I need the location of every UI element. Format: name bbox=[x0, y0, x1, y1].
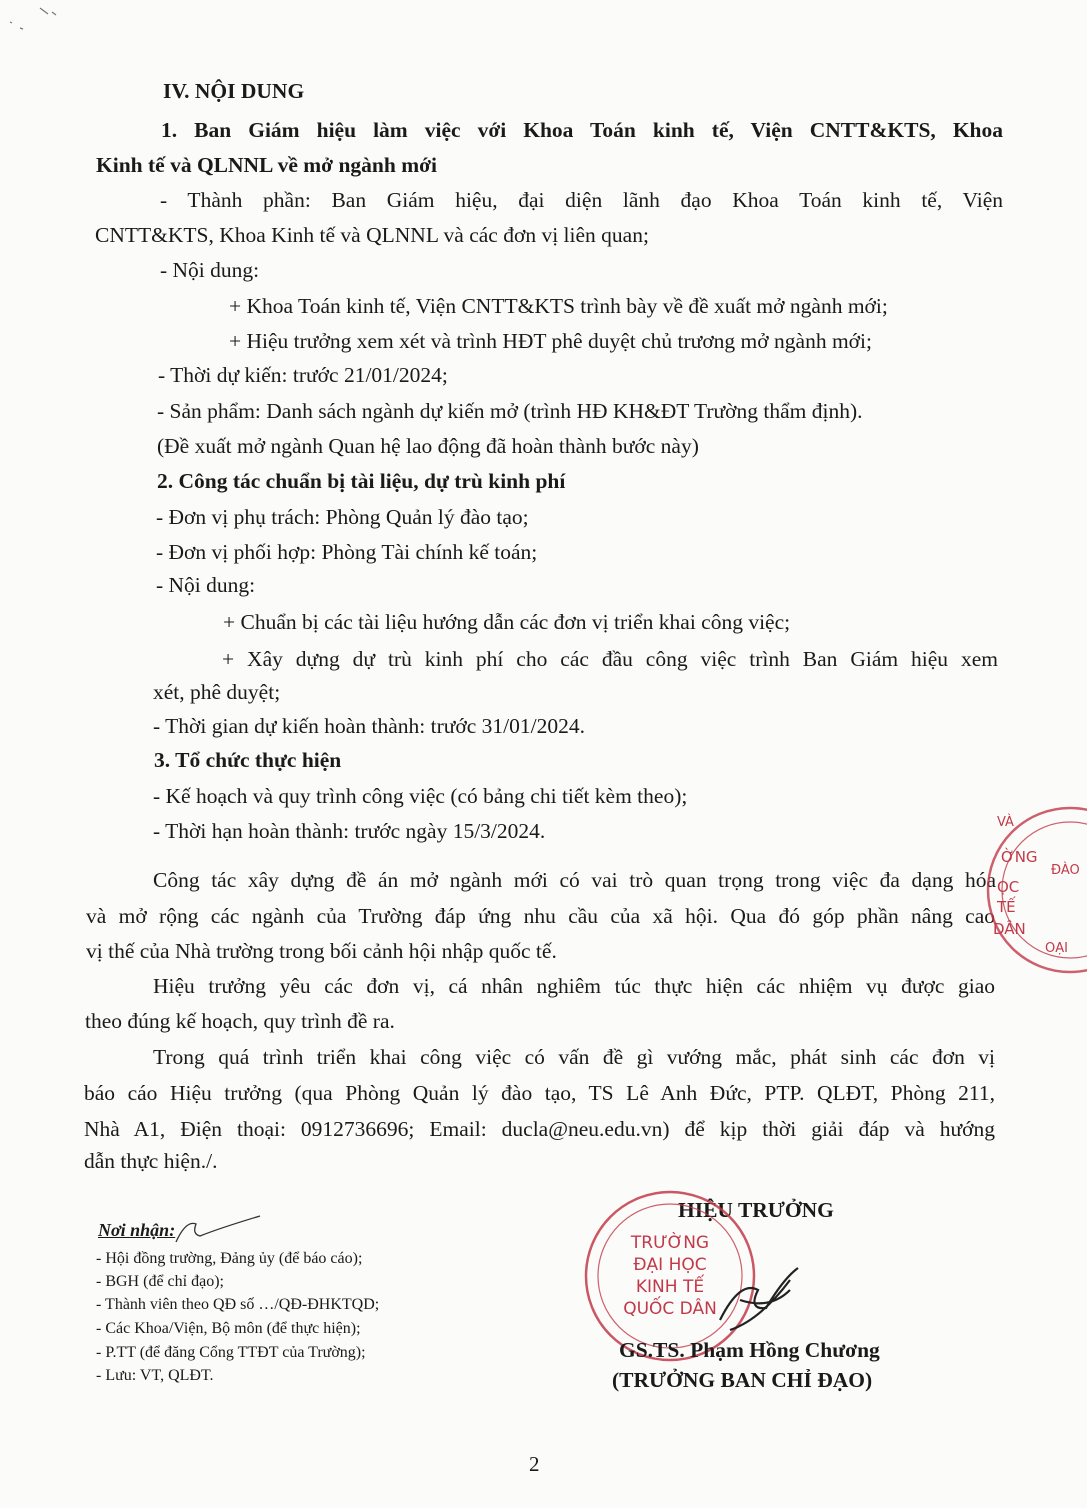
item1-content-a: + Khoa Toán kinh tế, Viện CNTT&KTS trình bày về đề xuất mở ngành mới; bbox=[229, 294, 888, 318]
handwritten-signature bbox=[700, 1250, 810, 1340]
recipient-item: - Thành viên theo QĐ số …/QĐ-ĐHKTQD; bbox=[96, 1296, 380, 1313]
recipient-item: - Hội đồng trường, Đảng ủy (để báo cáo); bbox=[96, 1250, 363, 1267]
scan-specks bbox=[0, 0, 140, 50]
item2-content-a: + Chuẩn bị các tài liệu hướng dẫn các đơn vị triển khai công việc; bbox=[223, 610, 791, 634]
page-number: 2 bbox=[529, 1452, 540, 1476]
recipient-item: - Lưu: VT, QLĐT. bbox=[96, 1367, 214, 1384]
item2-deadline: - Thời gian dự kiến hoàn thành: trước 31/01/2024. bbox=[153, 714, 585, 738]
item1-time: - Thời dự kiến: trước 21/01/2024; bbox=[158, 363, 448, 387]
recipient-item: - BGH (để chỉ đạo); bbox=[96, 1273, 224, 1290]
item3-deadline: - Thời hạn hoàn thành: trước ngày 15/3/2024. bbox=[153, 819, 546, 843]
paragraph3-line4: dẫn thực hiện./. bbox=[84, 1149, 218, 1173]
item3-plan: - Kế hoạch và quy trình công việc (có bảng chi tiết kèm theo); bbox=[153, 784, 688, 808]
item1-title-line1: 1. Ban Giám hiệu làm việc với Khoa Toán kinh tế, Viện CNTT&KTS, Khoa bbox=[161, 118, 1003, 142]
recipients-label: Nơi nhận: bbox=[98, 1220, 176, 1240]
item1-note: (Đề xuất mở ngành Quan hệ lao động đã hoàn thành bước này) bbox=[157, 434, 699, 458]
section-heading: IV. NỘI DUNG bbox=[163, 79, 305, 103]
item1-product: - Sản phẩm: Danh sách ngành dự kiến mở (trình HĐ KH&ĐT Trường thẩm định). bbox=[157, 399, 863, 423]
item1-title-line2: Kinh tế và QLNNL về mở ngành mới bbox=[96, 153, 437, 177]
seal-line: KINH TẾ bbox=[635, 1277, 705, 1297]
seal-line: TRƯỜNG bbox=[630, 1233, 710, 1253]
recipient-item: - Các Khoa/Viện, Bộ môn (để thực hiện); bbox=[96, 1320, 361, 1337]
edge-seal-text: DÂN bbox=[993, 920, 1026, 938]
item2-coop-unit: - Đơn vị phối hợp: Phòng Tài chính kế toán; bbox=[156, 540, 538, 564]
item2-content-label: - Nội dung: bbox=[156, 573, 256, 597]
recipient-item: - P.TT (để đăng Cổng TTĐT của Trường); bbox=[96, 1344, 366, 1361]
item3-title: 3. Tổ chức thực hiện bbox=[154, 748, 342, 772]
paragraph1-line2: và mở rộng các ngành của Trường đáp ứng nhu cầu của xã hội. Qua đó góp phần nâng cao bbox=[86, 904, 995, 928]
item2-title: 2. Công tác chuẩn bị tài liệu, dự trù kinh phí bbox=[157, 469, 566, 493]
edge-seal bbox=[975, 800, 1087, 980]
item2-content-b-line2: xét, phê duyệt; bbox=[153, 680, 281, 704]
item1-composition-line2: CNTT&KTS, Khoa Kinh tế và QLNNL và các đơn vị liên quan; bbox=[95, 223, 649, 247]
edge-seal-text: ỜNG bbox=[1001, 848, 1038, 866]
item1-content-label: - Nội dung: bbox=[160, 258, 260, 282]
edge-seal-text: VÀ bbox=[997, 815, 1014, 830]
item1-content-b: + Hiệu trưởng xem xét và trình HĐT phê duyệt chủ trương mở ngành mới; bbox=[229, 329, 872, 353]
edge-seal-text: TẾ bbox=[997, 898, 1016, 916]
paragraph1-line1: Công tác xây dựng đề án mở ngành mới có vai trò quan trọng trong việc đa dạng hóa bbox=[153, 868, 996, 892]
signer-title: HIỆU TRƯỞNG bbox=[678, 1198, 834, 1222]
item1-composition-line1: - Thành phần: Ban Giám hiệu, đại diện lãnh đạo Khoa Toán kinh tế, Viện bbox=[160, 188, 1003, 212]
paragraph3-line2: báo cáo Hiệu trưởng (qua Phòng Quản lý đào tạo, TS Lê Anh Đức, PTP. QLĐT, Phòng 211, bbox=[84, 1081, 995, 1105]
signer-name: GS.TS. Phạm Hồng Chương bbox=[619, 1338, 880, 1362]
edge-seal-text: ỌC bbox=[997, 878, 1020, 896]
paragraph3-line3: Nhà A1, Điện thoại: 0912736696; Email: ducla@neu.edu.vn) để kịp thời giải đáp và hướng bbox=[84, 1117, 995, 1141]
item2-lead-unit: - Đơn vị phụ trách: Phòng Quản lý đào tạo; bbox=[156, 505, 529, 529]
item2-content-b-line1: + Xây dựng dự trù kinh phí cho các đầu công việc trình Ban Giám hiệu xem bbox=[222, 647, 998, 671]
paragraph2-line2: theo đúng kế hoạch, quy trình đề ra. bbox=[85, 1009, 395, 1033]
edge-seal-text: ĐÀO bbox=[1051, 863, 1080, 878]
seal-line: QUỐC DÂN bbox=[623, 1299, 717, 1319]
paragraph3-line1: Trong quá trình triển khai công việc có vấn đề gì vướng mắc, phát sinh các đơn vị bbox=[153, 1045, 995, 1069]
signer-role: (TRƯỞNG BAN CHỈ ĐẠO) bbox=[612, 1368, 873, 1392]
edge-seal-text: OẠI bbox=[1045, 941, 1068, 956]
paragraph2-line1: Hiệu trưởng yêu các đơn vị, cá nhân nghiêm túc thực hiện các nhiệm vụ được giao bbox=[153, 974, 995, 998]
seal-line: ĐẠI HỌC bbox=[633, 1255, 707, 1275]
paragraph1-line3: vị thế của Nhà trường trong bối cảnh hội nhập quốc tế. bbox=[86, 939, 557, 963]
initial-mark bbox=[170, 1212, 270, 1252]
